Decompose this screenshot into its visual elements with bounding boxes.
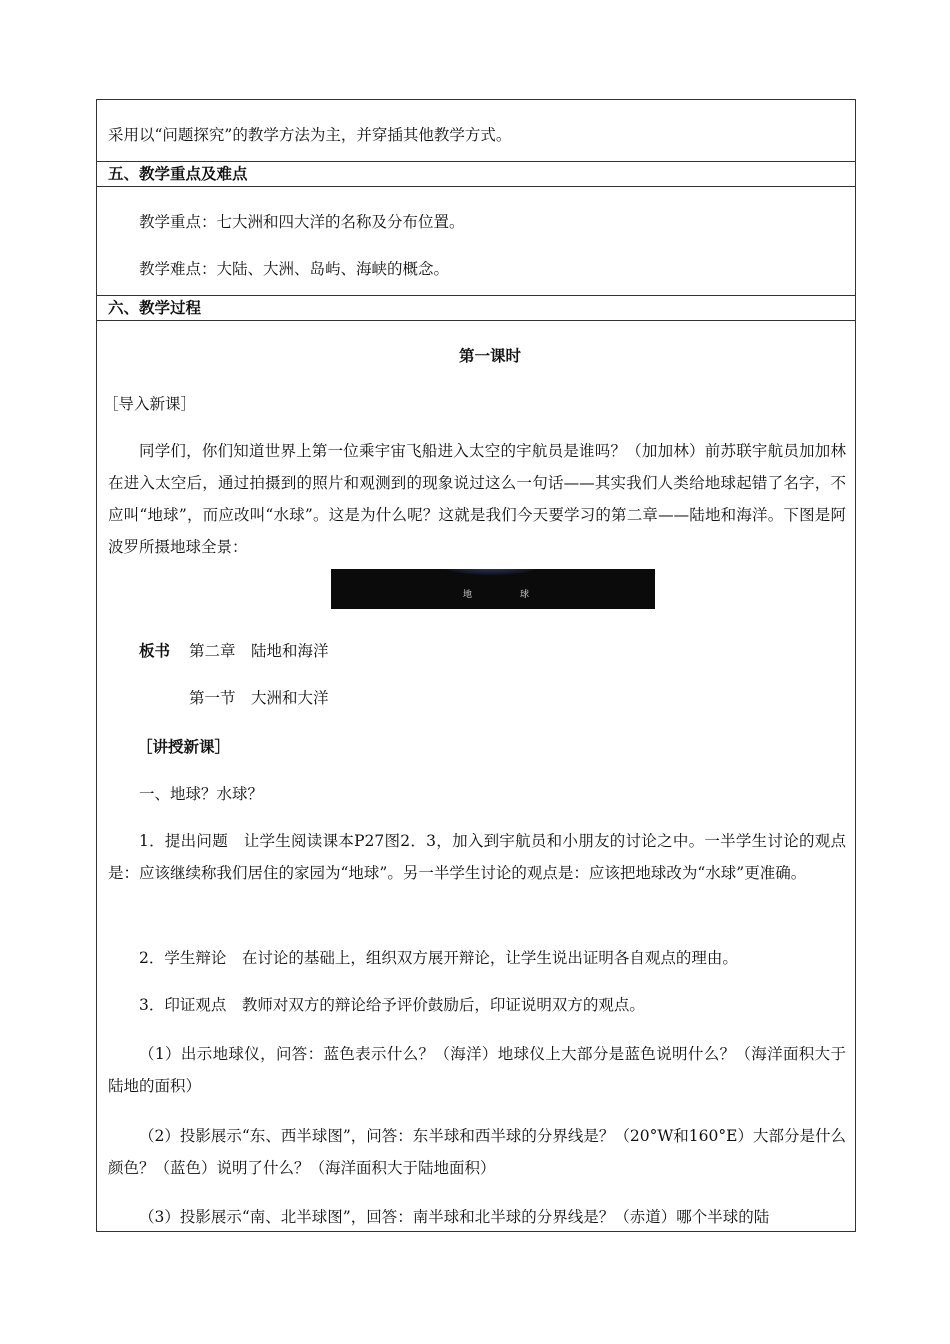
section-six-title: 六、教学过程: [108, 298, 202, 317]
photo-caption-left: 地: [463, 590, 473, 600]
row-divider: [97, 295, 855, 296]
earth-glow: [441, 569, 541, 575]
board-label: 板书: [139, 641, 171, 660]
intro-heading: ［导入新课］: [103, 395, 197, 413]
teaching-method-text: 采用以“问题探究”的教学方法为主，并穿插其他教学方式。: [108, 126, 512, 144]
intro-paragraph: 同学们，你们知道世界上第一位乘宇宙飞船进入太空的宇航员是谁吗？（加加林）前苏联宇航员加加林在进入太空后，通过拍摄到的照片和观测到的现象说过这么一句话——其实我们人类给地球起错了名字，不应叫“地球”，而应改叫“水球”。这是为什么呢？这就是我们今天要学习的第二章——陆地和海洋。下图是阿波罗所摄地球全景：: [108, 442, 846, 556]
row-divider: [97, 320, 855, 321]
board-section: 第一节 大洲和大洋: [189, 689, 329, 707]
step-two-paragraph: 2．学生辩论 在讨论的基础上，组织双方展开辩论，让学生说出证明各自观点的理由。: [139, 949, 738, 967]
row-divider: [97, 161, 855, 162]
board-chapter: 第二章 陆地和海洋: [189, 642, 329, 660]
subheading-earth-water: 一、地球？水球？: [139, 785, 264, 803]
sub-item-two: （2）投影展示“东、西半球图”，问答：东半球和西半球的分界线是？（20°W和160°E）大部分是什么颜色？（蓝色）说明了什么？（海洋面积大于陆地面积）: [108, 1127, 846, 1177]
sub-item-three: （3）投影展示“南、北半球图”，回答：南半球和北半球的分界线是？（赤道）哪个半球的陆: [139, 1208, 770, 1226]
earth-photo: [331, 569, 655, 609]
teach-heading: ［讲授新课］: [137, 737, 231, 756]
lesson-plan-table: [96, 99, 856, 1232]
sub-item-one: （1）出示地球仪，问答：蓝色表示什么？（海洋）地球仪上大部分是蓝色说明什么？（海洋面积大于陆地的面积）: [108, 1045, 846, 1095]
step-three-paragraph: 3．印证观点 教师对双方的辩论给予评价鼓励后，印证说明双方的观点。: [139, 996, 645, 1014]
key-point-text: 教学重点：七大洲和四大洋的名称及分布位置。: [139, 213, 465, 231]
difficult-point-text: 教学难点：大陆、大洲、岛屿、海峡的概念。: [139, 260, 450, 278]
step-one-paragraph: 1．提出问题 让学生阅读课本P27图2．3，加入到宇航员和小朋友的讨论之中。一半学生讨论的观点是：应该继续称我们居住的家园为“地球”。另一半学生讨论的观点是：应该把地球改为“水球”更准确。: [108, 832, 846, 882]
lesson-title: 第一课时: [459, 346, 522, 365]
section-five-title: 五、教学重点及难点: [108, 164, 248, 183]
photo-caption-right: 球: [520, 590, 530, 600]
row-divider: [97, 186, 855, 187]
